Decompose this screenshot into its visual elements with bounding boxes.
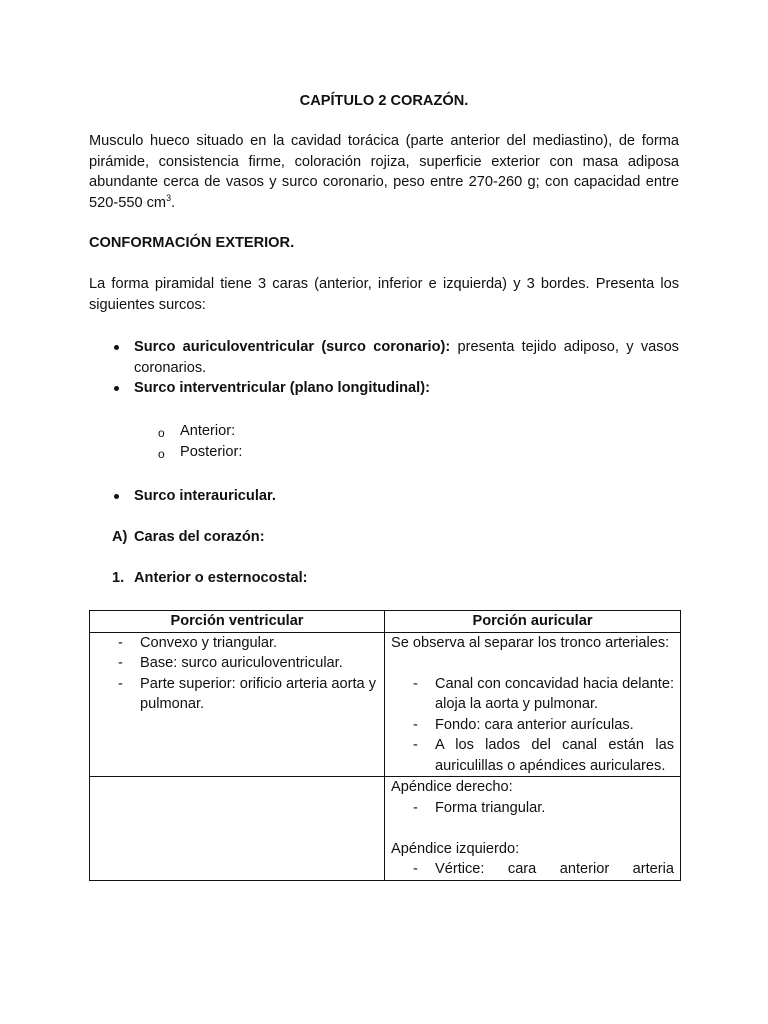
heading-caras-del-corazon: Caras del corazón: — [134, 529, 265, 545]
intro-end: . — [171, 194, 176, 211]
heading-a-marker: A) — [112, 529, 128, 545]
cell-intro-text: Se observa al separar los tronco arteriales: — [391, 634, 670, 651]
apendice-izquierdo-label: Apéndice izquierdo: — [391, 840, 520, 857]
dash-marker: - — [118, 634, 123, 651]
bullet-text: presenta tejido adiposo, y vasos coronarios. — [134, 339, 679, 376]
bullet-item-surco-coronario — [134, 337, 679, 378]
bullet-icon — [114, 345, 119, 350]
table-row — [90, 777, 681, 881]
intro-paragraph — [89, 131, 679, 213]
porcion-table — [89, 610, 681, 881]
list-item-text: Canal con concavidad hacia delante: aloja la aorta y pulmonar. — [435, 675, 674, 712]
heading-anterior-esternocostal: Anterior o esternocostal: — [134, 570, 308, 586]
bullet-item-surco-interauricular: Surco interauricular. — [134, 488, 276, 504]
heading-1-marker: 1. — [112, 570, 125, 586]
header-porcion-auricular: Porción auricular — [385, 611, 681, 633]
table-cell-apendices — [385, 777, 681, 881]
intro-text: Musculo hueco situado en la cavidad torácica (parte anterior del mediastino), de forma pirámide, consistencia firme, coloración rojiza, superficie exterior con masa adiposa abundante cerca de vasos y surco coronario, peso entre 270-260 g; con capacidad entre 520-550 cm — [89, 133, 679, 211]
subitem-posterior: Posterior: — [180, 444, 243, 460]
list-item — [391, 715, 674, 736]
list-item-text: Fondo: cara anterior aurículas. — [435, 716, 634, 733]
chapter-title: CAPÍTULO 2 CORAZÓN. — [299, 93, 469, 109]
table-cell-auricular — [385, 632, 681, 777]
table-row — [90, 632, 681, 777]
dash-marker: - — [413, 737, 418, 753]
bullet-icon — [114, 494, 119, 499]
dash-marker: - — [118, 655, 123, 671]
circle-bullet-icon: o — [158, 426, 165, 440]
paragraph-forma-piramidal: La forma piramidal tiene 3 caras (anterior, inferior e izquierda) y 3 bordes. Presenta los siguientes surcos: — [89, 276, 679, 313]
table-cell-empty — [90, 777, 385, 881]
spacer — [391, 653, 674, 674]
table-cell-ventricular — [90, 632, 385, 777]
list-item-text: A los lados del canal están las auriculillas o apéndices auriculares. — [435, 737, 674, 774]
list-item-text: Base: surco auriculoventricular. — [140, 655, 343, 671]
bullet-item-surco-interventricular: Surco interventricular (plano longitudinal): — [134, 380, 430, 396]
list-item — [391, 859, 674, 880]
list-item — [391, 798, 674, 819]
list-item — [96, 653, 378, 674]
list-item-text: Convexo y triangular. — [140, 634, 278, 651]
subitem-anterior: Anterior: — [180, 423, 236, 439]
dash-marker: - — [118, 675, 123, 692]
dash-marker: - — [413, 799, 418, 816]
circle-bullet-icon: o — [158, 447, 165, 461]
list-item-text: Forma triangular. — [435, 799, 546, 816]
dash-marker: - — [413, 861, 418, 877]
dash-marker: - — [413, 716, 418, 733]
dash-marker: - — [413, 675, 418, 692]
header-porcion-ventricular: Porción ventricular — [90, 611, 385, 633]
list-item — [96, 633, 378, 654]
section-heading-conformacion: CONFORMACIÓN EXTERIOR. — [89, 235, 295, 251]
table-header-row — [90, 611, 681, 633]
list-item — [391, 674, 674, 715]
bullet-bold-label: Surco auriculoventricular (surco coronario): — [134, 339, 451, 355]
list-item-text: Parte superior: orificio arteria aorta y pulmonar. — [140, 675, 377, 712]
list-item — [391, 735, 674, 776]
bullet-icon — [114, 386, 119, 391]
list-item-text: Vértice: cara anterior arteria — [435, 861, 674, 877]
list-item — [96, 674, 378, 715]
spacer — [391, 818, 674, 839]
superscript-3: 3 — [166, 192, 172, 203]
apendice-derecho-label: Apéndice derecho: — [391, 779, 513, 795]
